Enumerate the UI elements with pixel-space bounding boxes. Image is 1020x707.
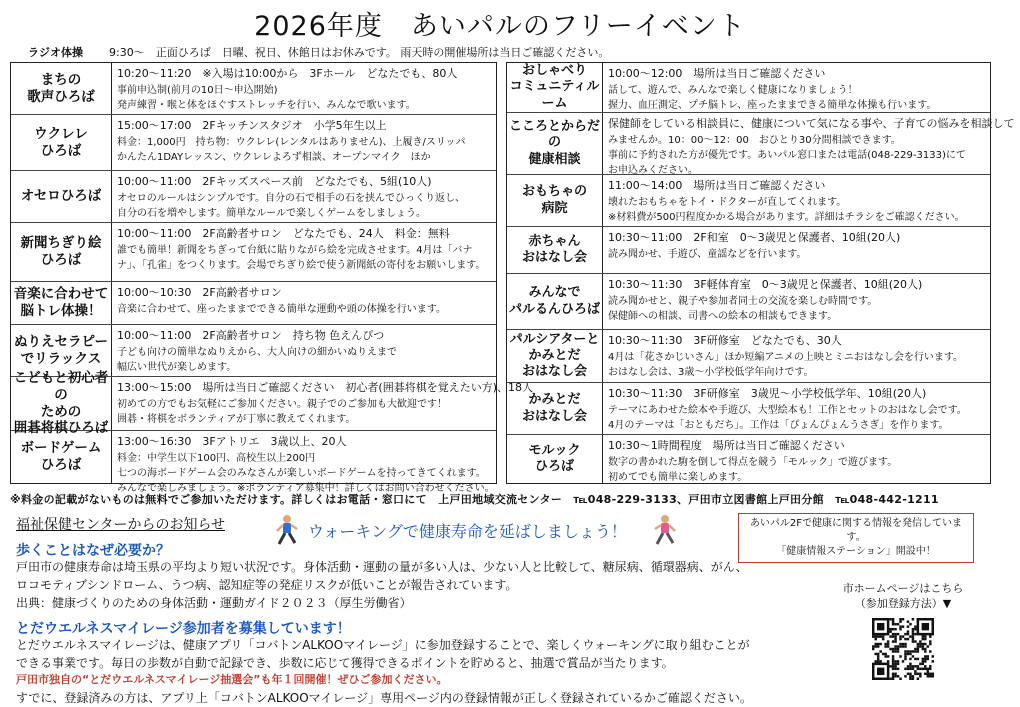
event-description [112,282,496,324]
walking-banner [272,513,712,547]
body-line: とだウエルネスマイレージは、健康アプリ「コバトンALKOOマイレージ」に参加登録することで、楽しくウォーキングに取り組むことが [16,638,750,652]
event-name: 新聞ちぎり絵 ひろば [11,223,112,281]
event-description [603,435,990,483]
event-description [112,115,496,170]
event-name: ぬりえセラピー でリラックス [11,325,112,376]
fee-notice: ※料金の記載がないものは無料でご参加いただけます。詳しくはお電話・窓口にて 上戸田地域交流センター ℡048-229-3133、戸田市立図書館上戸田分館 ℡048-442-1211 [10,493,939,506]
event-description [603,383,990,434]
event-line: 13:00～15:00 場所は当日ご確認ください 初心者(囲碁将棋を覚えたい方)、18人 [117,381,533,394]
event-line: 4月のテーマは「おともだち」。工作は「ぴょんぴょんうさぎ」を作ります。 [608,419,949,431]
health-info-box [738,513,974,563]
body-line: ロコモティブシンドローム、うつ病、認知症等の発症リスクが低いことが報告されています。 [16,578,518,592]
event-description [603,113,1020,174]
walking-banner-text: ウォーキングで健康寿命を延ばしましょう！ [308,521,627,541]
event-line: 壊れたおもちゃをトイ・ドクターが直してくれます。 [608,196,847,208]
event-row [507,383,990,435]
radio-text: 9:30～ 正面ひろば 日曜、祝日、休館日はお休みです。 雨天時の開催場所は当日ご確認ください。 [109,46,610,59]
event-row [11,171,496,223]
qr-label: 市ホームページはこちら （参加登録方法）▼ [842,582,964,610]
radio-exercise [28,44,609,60]
event-line: 11:00～14:00 場所は当日ご確認ください [608,179,826,192]
event-line: 子ども向けの簡単なぬりえから、大人向けの細かいぬりえまで [117,346,397,358]
event-line: オセロのルールはシンプルです。自分の石で相手の石を挟んでひっくり返し、 [117,192,466,204]
event-line: 誰でも簡単！新聞をちぎって台紙に貼りながら絵を完成させます。4月は「バナ [117,244,473,256]
event-line: 七つの海ボードゲーム会のみなさんが楽しいボードゲームを持ってきてくれます。 [117,467,486,479]
mileage-body [16,636,752,707]
event-line: みませんか。10：00～12：00 おひとり30分間相談できます。 [608,134,901,146]
info-box-line: あいパル2Fで健康に関する情報を発信しています。 [749,518,963,543]
event-line: 囲碁・将棋をボランティアが丁寧に教えてくれます。 [117,413,356,425]
event-name: オセロひろば [11,171,112,222]
page-title: 2026年度 あいパルのフリーイベント [254,11,746,42]
event-line: 初めての方でもお気軽にご参加ください。親子でのご参加も大歓迎です！ [117,398,447,410]
event-line: 10:20～11:20 ※入場は10:00から 3Fホール どなたでも、80人 [117,67,458,80]
event-description [112,325,496,376]
event-line: 数字の書かれた駒を倒して得点を競う「モルック」で遊びます。 [608,456,898,468]
event-line: 事前に予約された方が優先です。あいパル窓口または電話(048-229-3133)にて [608,149,966,161]
event-line: 料金：1,000円 持ち物：ウクレレ(レンタルはありません)、上履き/スリッパ [117,136,466,148]
event-name: おしゃべり コミュニティルーム [507,63,603,112]
left-event-table [10,62,533,494]
event-line: みんなで楽しみましょう。※ボランティア募集中！詳しくはお問い合わせください。 [117,482,495,494]
runner-icon [651,514,679,546]
event-description [603,330,990,382]
event-name: モルック ひろば [507,435,603,483]
event-line: 10:00～10:30 2F高齢者サロン [117,286,282,299]
event-row [507,435,990,483]
event-line: 10:30～11:30 3F研修室 どなたでも、30人 [608,334,842,347]
event-description [112,223,496,281]
event-line: 読み聞かせと、親子や参加者同士の交流を楽しむ時間です。 [608,295,878,307]
event-line: 発声練習・喉と体をほぐすストレッチを行い、みんなで歌います。 [117,99,416,111]
event-name: こころとからだの 健康相談 [507,113,603,174]
event-line: お申込みください。 [608,164,698,176]
event-name: おもちゃの 病院 [507,175,603,226]
event-name: パルシアターと かみとだ おはなし会 [507,330,603,382]
body-line: すでに、登録済みの方は、アプリ上「コバトンALKOOマイレージ」専用ページ内の登録情報が正しく登録されているかご確認ください。 [16,690,752,705]
event-description [603,63,990,112]
event-row [11,223,496,282]
walking-question-title: 歩くことはなぜ必要か？ [16,543,170,559]
walking-question-body [16,558,748,612]
event-row [11,115,496,171]
event-row [11,63,496,115]
event-line: 保健師への相談、司書への絵本の相談もできます。 [608,310,838,322]
event-row [11,369,533,437]
event-line: 握力、血圧測定、プチ脳トレ、座ったままできる簡単な体操も行います。 [608,99,937,111]
qr-code[interactable] [872,618,934,680]
info-box-line: 「健康情報ステーション」開設中！ [776,546,936,557]
health-section-title: 福祉保健センターからのお知らせ [16,517,226,533]
event-row [507,227,990,274]
event-line: おはなし会は、3歳～小学校低学年向けです。 [608,366,814,378]
event-name: ボードゲーム ひろば [11,431,112,483]
event-name: まちの 歌声ひろば [11,63,112,114]
event-line: 10:00～11:00 2F高齢者サロン どなたでも、24人 料金：無料 [117,227,450,240]
radio-label: ラジオ体操 [28,46,83,59]
mileage-title: とだウエルネスマイレージ参加者を募集しています！ [16,621,351,637]
event-line: 幅広い世代が楽しめます。 [117,361,237,373]
event-description [112,431,500,494]
event-description [112,377,538,430]
event-name: ウクレレ ひろば [11,115,112,170]
event-row [507,274,990,330]
event-row [507,175,990,227]
event-line: 10:00～12:00 場所は当日ご確認ください [608,67,826,80]
event-line: 4月は「花さかじいさん」ほか短編アニメの上映とミニおはなし会を行います。 [608,351,964,363]
event-line: 10:30～11:30 3F研修室 3歳児～小学校低学年、10組(20人) [608,387,927,400]
event-description [603,227,990,273]
event-line: 10:30～1時間程度 場所は当日ご確認ください [608,439,845,452]
body-line: 戸田市の健康寿命は埼玉県の平均より短い状況です。身体活動・運動の量が多い人は、少ない人と比較して、糖尿病、循環器病、がん、 [16,560,748,574]
event-name: みんなで パルるんひろば [507,274,603,329]
event-line: テーマにあわせた絵本や手遊び、大型絵本も！工作とセットのおはなし会です。 [608,404,967,416]
event-name: 赤ちゃん おはなし会 [507,227,603,273]
event-line: ※材料費が500円程度かかる場合があります。詳細はチラシをご確認ください。 [608,211,965,223]
event-line: 読み聞かせ、手遊び、童謡などを行います。 [608,248,807,260]
event-line: 事前申込制(前月の10日～申込開始) [117,84,278,96]
event-line: 音楽に合わせて、座ったままでできる簡単な運動や頭の体操を行います。 [117,303,446,315]
event-line: 10:30～11:00 2F和室 0～3歳児と保護者、10組(20人) [608,231,901,244]
event-line: 初めてでも簡単に楽しめます。 [608,471,748,483]
right-event-table [506,62,1015,484]
event-row [11,431,496,494]
event-description [603,274,990,329]
event-description [112,171,496,222]
event-row [11,282,496,325]
event-description [603,175,990,226]
event-line: 料金：中学生以下100円、高校生以上200円 [117,452,316,464]
body-line: 出典：健康づくりのための身体活動・運動ガイド２０２３（厚生労働省） [16,596,412,610]
event-line: ナ」、「孔雀」をつくります。会場でちぎり絵で使う新聞紙の寄付をお願いします。 [117,259,486,271]
walker-icon [272,514,300,546]
event-row [507,113,1015,176]
event-line: 自分の石を増やします。簡単なルールで楽しくゲームをしましょう。 [117,207,426,219]
event-row [507,63,990,113]
event-line: 15:00～17:00 2Fキッチンスタジオ 小学5年生以上 [117,119,387,132]
event-description [112,63,496,114]
event-name: かみとだ おはなし会 [507,383,603,434]
body-line: できる事業です。毎日の歩数が自動で記録でき、歩数に応じて獲得できるポイントを貯めると、抽選で賞品が当たります。 [16,656,674,670]
lottery-note: 戸田市独自の“とだウエルネスマイレージ抽選会”も年１回開催！ぜひご参加ください。 [16,673,448,686]
event-line: 10:00～11:00 2Fキッズスペース前 どなたでも、5組(10人) [117,175,432,188]
event-line: 13:00～16:30 3Fアトリエ 3歳以上、20人 [117,435,347,448]
event-name: こどもと初心者の ための 囲碁将棋ひろば [11,377,112,430]
event-line: 保健師をしている相談員に、健康について気になる事や、子育ての悩みを相談して [608,117,1015,130]
event-row [507,330,990,383]
event-line: 10:30～11:30 3F軽体育室 0～3歳児と保護者、10組(20人) [608,278,923,291]
event-line: 話して、遊んで、みんなで楽しく健康になりましょう！ [608,84,858,96]
event-line: かんたん1DAYレッスン、ウクレレよろず相談、オープンマイク ほか [117,151,431,163]
event-name: 音楽に合わせて 脳トレ体操！ [11,282,112,324]
event-line: 10:00～11:00 2F高齢者サロン 持ち物 色えんぴつ [117,329,385,342]
